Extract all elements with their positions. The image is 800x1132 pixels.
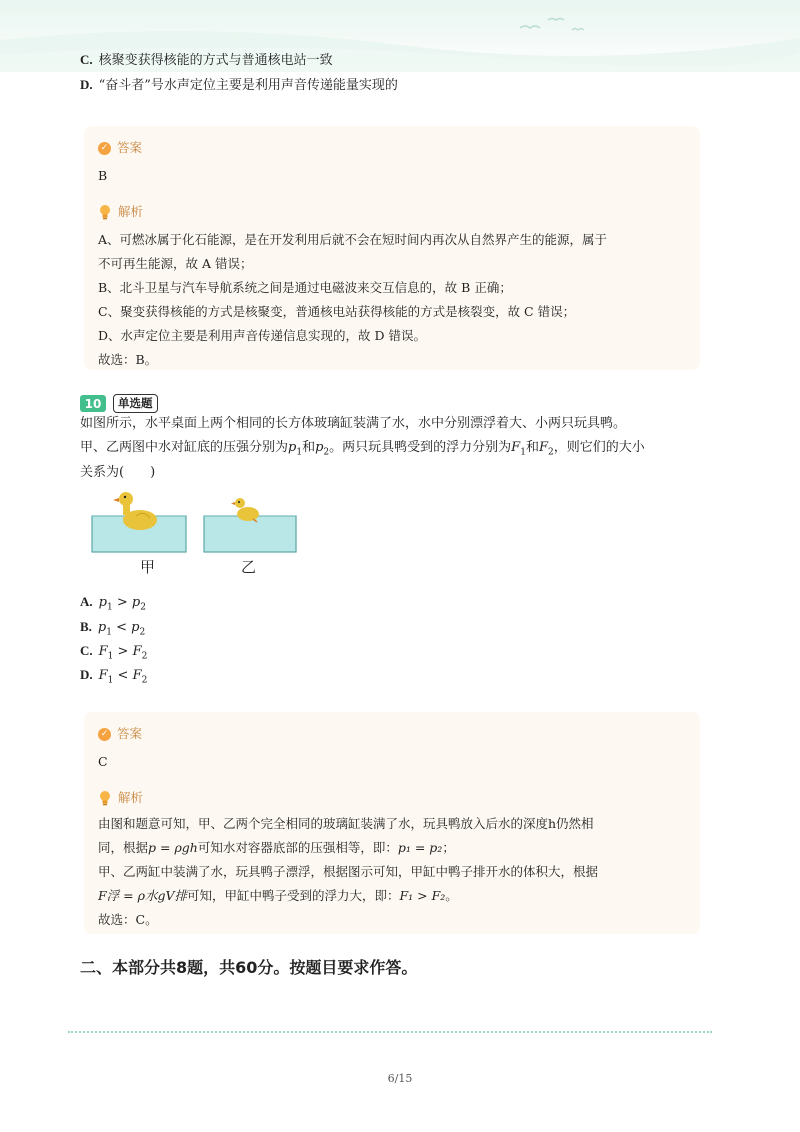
figure-label-right: 乙: [241, 558, 257, 576]
option-a: A. $p_1 > p_2$: [80, 594, 146, 613]
check-icon: ✓: [98, 142, 111, 155]
analysis-line: 不可再生能源，故 A 错误；: [98, 256, 253, 271]
lightbulb-icon: [98, 204, 112, 220]
analysis-line: 故选：B。: [98, 352, 158, 367]
option-c: C. $F_1 > F_2$: [80, 643, 148, 662]
answer-label: ✓ 答案: [98, 138, 142, 158]
section-heading: 二、本部分共8题，共60分。按题目要求作答。: [80, 958, 418, 977]
answer-label: ✓ 答案: [98, 724, 142, 744]
option-b: B. $p_1 < p_2$: [80, 619, 146, 638]
analysis-line: 同，根据p = ρgh可知水对容器底部的压强相等，即：p₁ = p₂；: [98, 840, 455, 855]
figure-label-left: 甲: [140, 558, 156, 576]
analysis-line: F浮 = ρ水gV排可知，甲缸中鸭子受到的浮力大，即：F₁ > F₂。: [98, 888, 458, 903]
question-stem-line: 甲、乙两图中水对缸底的压强分别为$p_1$和$p_2$。两只玩具鸭受到的浮力分别为$F_1$和$F_2$，则它们的大小: [80, 440, 645, 458]
tank-figure: [88, 486, 300, 556]
analysis-line: B、北斗卫星与汽车导航系统之间是通过电磁波来交互信息的，故 B 正确；: [98, 280, 512, 295]
analysis-line: 故选：C。: [98, 912, 158, 927]
footer-divider: [68, 1031, 712, 1033]
birds-icon: [520, 19, 584, 31]
lightbulb-icon: [98, 790, 112, 806]
option-d: D. “奋斗者”号水声定位主要是利用声音传递能量实现的: [80, 77, 398, 93]
question-stem-line: 关系为( ): [80, 465, 156, 480]
analysis-line: D、水声定位主要是利用声音传递信息实现的，故 D 错误。: [98, 328, 426, 343]
answer-value: B: [98, 168, 108, 183]
analysis-label: 解析: [98, 202, 143, 222]
answer-card: [84, 712, 700, 934]
analysis-line: C、聚变获得核能的方式是核聚变，普通核电站获得核能的方式是核裂变，故 C 错误；: [98, 304, 576, 319]
analysis-label: 解析: [98, 788, 143, 808]
question-stem-line: 如图所示，水平桌面上两个相同的长方体玻璃缸装满了水，水中分别漂浮着大、小两只玩具鸭。: [80, 416, 627, 431]
analysis-line: 由图和题意可知，甲、乙两个完全相同的玻璃缸装满了水，玩具鸭放入后水的深度h仍然相: [98, 816, 594, 831]
tank-right: [204, 516, 296, 552]
answer-card: [84, 126, 700, 370]
question-number-badge: 10: [80, 395, 106, 412]
page-number: 6/15: [387, 1072, 413, 1085]
option-c: C. 核聚变获得核能的方式与普通核电站一致: [80, 52, 333, 68]
analysis-line: A、可燃冰属于化石能源，是在开发利用后就不会在短时间内再次从自然界产生的能源，属于: [98, 232, 608, 247]
check-icon: ✓: [98, 728, 111, 741]
question-type-tag: 单选题: [113, 394, 158, 413]
analysis-line: 甲、乙两缸中装满了水，玩具鸭子漂浮，根据图示可知，甲缸中鸭子排开水的体积大，根据: [98, 864, 599, 879]
option-d: D. $F_1 < F_2$: [80, 667, 148, 686]
answer-value: C: [98, 754, 108, 769]
